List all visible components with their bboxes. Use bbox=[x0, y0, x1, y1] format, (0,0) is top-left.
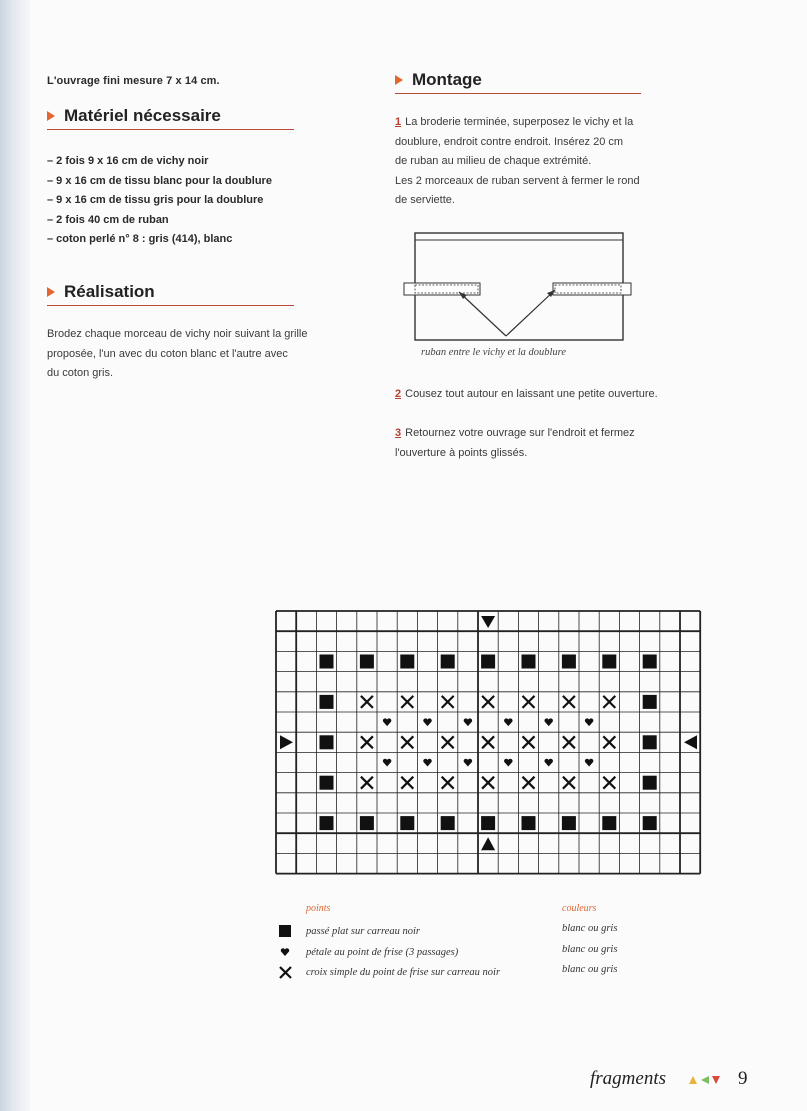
legend-row bbox=[278, 942, 458, 962]
step-number: 1 bbox=[395, 116, 402, 128]
page-gutter-shadow bbox=[0, 0, 30, 1111]
square-stitch bbox=[320, 655, 334, 669]
text-line: du coton gris. bbox=[47, 367, 114, 379]
montage-step2 bbox=[395, 385, 658, 405]
materiel-heading bbox=[47, 106, 294, 130]
square-stitch bbox=[522, 655, 536, 669]
heading-arrow-icon bbox=[47, 287, 55, 297]
legend-row bbox=[278, 962, 500, 982]
square-icon bbox=[278, 925, 292, 937]
square-stitch bbox=[643, 776, 657, 790]
materiel-item: – coton perlé n° 8 : gris (414), blanc bbox=[47, 233, 233, 245]
heart-stitch bbox=[383, 718, 391, 726]
montage-title: Montage bbox=[412, 70, 482, 89]
heart-stitch bbox=[423, 718, 431, 726]
legend-color: blanc ou gris bbox=[562, 964, 618, 975]
text-line: Les 2 morceaux de ruban servent à fermer le rond bbox=[395, 174, 640, 187]
text-line: Cousez tout autour en laissant une petite ouverture. bbox=[405, 388, 658, 400]
page-number: 9 bbox=[738, 1068, 748, 1089]
materiel-item: – 2 fois 40 cm de ruban bbox=[47, 213, 169, 226]
text-line: de serviette. bbox=[395, 194, 455, 206]
square-stitch bbox=[481, 816, 495, 830]
center-marker-right-icon bbox=[684, 735, 697, 749]
footer-title: fragments bbox=[590, 1068, 666, 1089]
legend-text: croix simple du point de frise sur carreau noir bbox=[306, 966, 501, 978]
square-stitch bbox=[360, 816, 374, 830]
square-stitch bbox=[643, 655, 657, 669]
step-number: 3 bbox=[395, 427, 402, 439]
materiel-item: – 9 x 16 cm de tissu blanc pour la doublure bbox=[47, 174, 272, 187]
heart-stitch bbox=[464, 718, 472, 726]
legend-color: blanc ou gris bbox=[562, 923, 618, 934]
square-stitch bbox=[400, 655, 414, 669]
heart-stitch bbox=[383, 759, 391, 767]
square-stitch bbox=[441, 655, 455, 669]
square-stitch bbox=[643, 816, 657, 830]
square-stitch bbox=[400, 816, 414, 830]
text-line: La broderie terminée, superposez le vichy et la bbox=[405, 116, 634, 128]
legend-color: blanc ou gris bbox=[562, 944, 618, 955]
square-stitch bbox=[562, 655, 576, 669]
realisation-heading bbox=[47, 282, 294, 306]
text-line: doublure, endroit contre endroit. Insérez 20 cm bbox=[395, 135, 624, 148]
heart-stitch bbox=[544, 718, 552, 726]
center-marker-top-icon bbox=[481, 616, 495, 628]
center-marker-bottom-icon bbox=[481, 837, 495, 850]
square-stitch bbox=[643, 695, 657, 709]
montage-heading bbox=[395, 70, 641, 94]
heart-stitch bbox=[423, 759, 431, 767]
text-line: Brodez chaque morceau de vichy noir suivant la grille bbox=[47, 328, 308, 340]
text-line: Retournez votre ouvrage sur l'endroit et fermez bbox=[405, 427, 635, 439]
heart-stitch bbox=[504, 759, 512, 767]
materiel-item: – 2 fois 9 x 16 cm de vichy noir bbox=[47, 155, 209, 167]
text-line: proposée, l'un avec du coton blanc et l'autre avec bbox=[47, 347, 288, 360]
diagram-caption: ruban entre le vichy et la doublure bbox=[421, 347, 567, 358]
heart-stitch bbox=[544, 759, 552, 767]
step-number: 2 bbox=[395, 388, 402, 400]
square-stitch bbox=[360, 655, 374, 669]
text-line: de ruban au milieu de chaque extrémité. bbox=[395, 155, 592, 167]
heart-stitch bbox=[585, 759, 593, 767]
square-stitch bbox=[320, 735, 334, 749]
montage-step3 bbox=[395, 424, 635, 463]
intro-text: L'ouvrage fini mesure 7 x 14 cm. bbox=[47, 75, 220, 87]
realisation-text bbox=[47, 325, 307, 384]
square-stitch bbox=[522, 816, 536, 830]
square-stitch bbox=[320, 695, 334, 709]
triangles-decoration-icon bbox=[689, 1074, 723, 1086]
materiel-item: – 9 x 16 cm de tissu gris pour la doublure bbox=[47, 194, 264, 206]
center-marker-left-icon bbox=[280, 735, 293, 749]
cross-icon bbox=[278, 966, 292, 979]
heading-arrow-icon bbox=[395, 75, 403, 85]
legend-text: passé plat sur carreau noir bbox=[306, 925, 420, 937]
materiel-list bbox=[47, 152, 272, 250]
heading-arrow-icon bbox=[47, 111, 55, 121]
montage-step1 bbox=[395, 113, 640, 211]
square-stitch bbox=[602, 816, 616, 830]
square-stitch bbox=[602, 655, 616, 669]
square-stitch bbox=[320, 776, 334, 790]
square-stitch bbox=[562, 816, 576, 830]
square-stitch bbox=[643, 735, 657, 749]
square-stitch bbox=[481, 655, 495, 669]
heart-stitch bbox=[504, 718, 512, 726]
embroidery-grid bbox=[275, 610, 703, 878]
square-stitch bbox=[320, 816, 334, 830]
heart-stitch bbox=[585, 718, 593, 726]
text-line: l'ouverture à points glissés. bbox=[395, 446, 528, 459]
heart-icon bbox=[278, 947, 292, 957]
square-stitch bbox=[441, 816, 455, 830]
materiel-title: Matériel nécessaire bbox=[64, 106, 221, 125]
legend-colors-header: couleurs bbox=[562, 903, 597, 914]
legend-text: pétale au point de frise (3 passages) bbox=[306, 946, 459, 958]
realisation-title: Réalisation bbox=[64, 282, 155, 301]
ribbon-diagram bbox=[400, 228, 640, 348]
legend-points-header: points bbox=[306, 903, 331, 914]
heart-stitch bbox=[464, 759, 472, 767]
legend-row bbox=[278, 921, 420, 941]
